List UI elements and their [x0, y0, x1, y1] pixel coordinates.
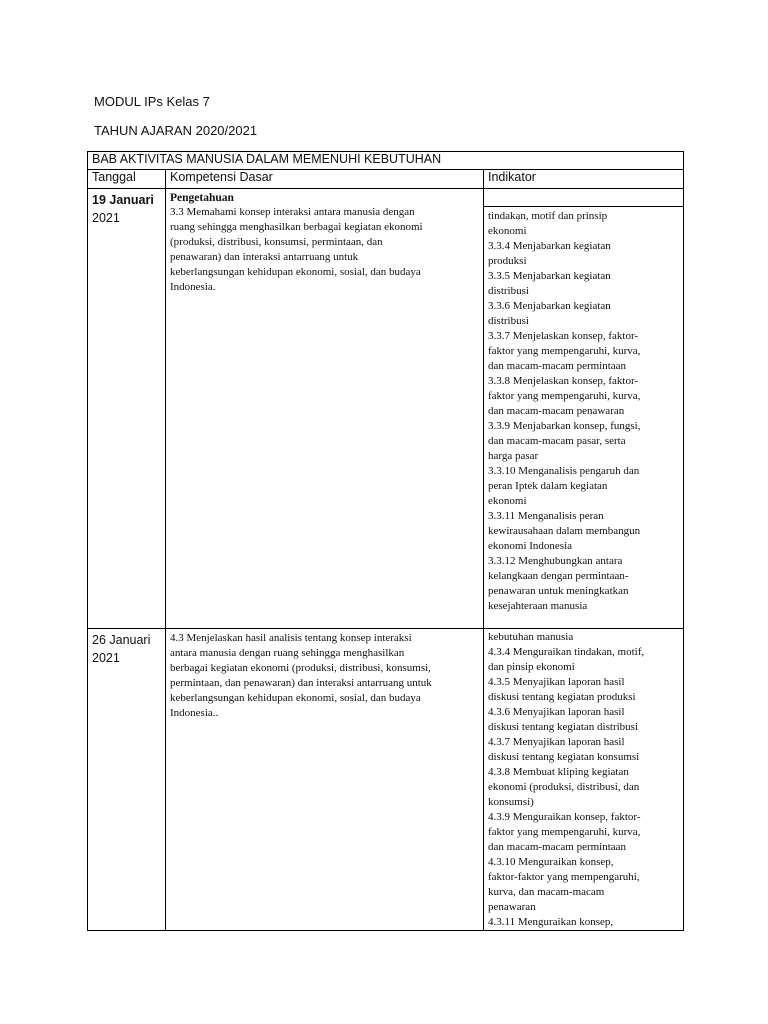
indicator-line: 4.3.9 Menguraikan konsep, faktor-	[488, 811, 641, 823]
indicator-line: 4.3.6 Menyajikan laporan hasil	[488, 706, 625, 718]
kompetensi-cell	[166, 629, 484, 931]
document-title: MODUL IPs Kelas 7	[94, 94, 210, 109]
indicator-line: 4.3.5 Menyajikan laporan hasil	[488, 676, 625, 688]
indicator-line: distribusi	[488, 285, 529, 297]
indicator-line: 3.3.9 Menjabarkan konsep, fungsi,	[488, 420, 641, 432]
indicator-line: ekonomi	[488, 225, 527, 237]
kd-line: (produksi, distribusi, konsumsi, permintaan, dan	[170, 236, 383, 248]
indicator-line: kesejahteraan manusia	[488, 600, 588, 612]
kompetensi-cell	[166, 189, 484, 629]
indicator-line: kewirausahaan dalam membangun	[488, 525, 641, 537]
kd-line: ruang sehingga menghasilkan berbagai kegiatan ekonomi	[170, 221, 423, 233]
indicator-line: dan macam-macam penawaran	[488, 405, 625, 417]
indicator-line: faktor yang mempengaruhi, kurva,	[488, 345, 641, 357]
chapter-title: BAB AKTIVITAS MANUSIA DALAM MEMENUHI KEBUTUHAN	[88, 152, 684, 170]
indicator-list	[488, 629, 679, 930]
kd-line: 4.3 Menjelaskan hasil analisis tentang konsep interaksi	[170, 632, 412, 644]
header-date: Tanggal	[88, 170, 166, 189]
indicator-line: penawaran untuk meningkatkan	[488, 585, 629, 597]
kd-line: penawaran) dan interaksi antarruang untuk	[170, 251, 359, 263]
indicator-line: dan macam-macam pasar, serta	[488, 435, 626, 447]
indicator-line: faktor yang mempengaruhi, kurva,	[488, 390, 641, 402]
kd-line: antara manusia dengan ruang sehingga menghasilkan	[170, 647, 405, 659]
indicator-line: 4.3.8 Membuat kliping kegiatan	[488, 766, 629, 778]
table-row	[88, 189, 684, 629]
indicator-line: 3.3.7 Menjelaskan konsep, faktor-	[488, 330, 639, 342]
indicator-line: 4.3.4 Menguraikan tindakan, motif,	[488, 646, 645, 658]
date-cell	[88, 189, 166, 629]
table-row	[88, 629, 684, 931]
indicator-divider	[484, 189, 683, 207]
chapter-row	[88, 152, 684, 170]
indicator-line: 3.3.10 Menganalisis pengaruh dan	[488, 465, 640, 477]
header-row	[88, 170, 684, 189]
indicator-line: 4.3.10 Menguraikan konsep,	[488, 856, 614, 868]
indicator-line: 3.3.12 Menghubungkan antara	[488, 555, 623, 567]
kd-heading: Pengetahuan	[170, 192, 234, 204]
indicator-list	[488, 207, 679, 614]
indicator-line: produksi	[488, 255, 527, 267]
indicator-line: 3.3.8 Menjelaskan konsep, faktor-	[488, 375, 639, 387]
indicator-line: 3.3.4 Menjabarkan kegiatan	[488, 240, 611, 252]
module-table	[87, 151, 684, 931]
indicator-line: konsumsi)	[488, 796, 534, 808]
kd-text	[170, 629, 479, 721]
header-indikator: Indikator	[484, 170, 684, 189]
indicator-line: dan macam-macam permintaan	[488, 841, 627, 853]
indicator-line: penawaran	[488, 901, 536, 913]
indicator-line: ekonomi Indonesia	[488, 540, 573, 552]
indicator-line: kelangkaan dengan permintaan-	[488, 570, 629, 582]
indicator-line: diskusi tentang kegiatan konsumsi	[488, 751, 640, 763]
indicator-line: ekonomi	[488, 495, 527, 507]
indicator-line: 3.3.11 Menganalisis peran	[488, 510, 604, 522]
kd-line: Indonesia.	[170, 281, 216, 293]
date-year: 2021	[92, 211, 120, 225]
indicator-line: dan pinsip ekonomi	[488, 661, 575, 673]
academic-year: TAHUN AJARAN 2020/2021	[94, 123, 258, 138]
kd-text	[170, 205, 479, 295]
indicator-line: harga pasar	[488, 450, 539, 462]
indicator-line: 4.3.7 Menyajikan laporan hasil	[488, 736, 625, 748]
indicator-line: ekonomi (produksi, distribusi, dan	[488, 781, 640, 793]
indikator-cell	[484, 189, 684, 629]
indicator-line: 3.3.5 Menjabarkan kegiatan	[488, 270, 611, 282]
date-line: 26 Januari	[92, 633, 151, 647]
date-cell	[88, 629, 166, 931]
indikator-cell	[484, 629, 684, 931]
kd-line: keberlangsungan kehidupan ekonomi, sosial, dan budaya	[170, 692, 421, 704]
indicator-line: diskusi tentang kegiatan produksi	[488, 691, 636, 703]
kd-line: 3.3 Memahami konsep interaksi antara manusia dengan	[170, 206, 415, 218]
kd-line: keberlangsungan kehidupan ekonomi, sosial, dan budaya	[170, 266, 421, 278]
kd-line: permintaan, dan penawaran) dan interaksi antarruang untuk	[170, 677, 432, 689]
kd-line: Indonesia..	[170, 707, 219, 719]
indicator-line: 4.3.11 Menguraikan konsep,	[488, 916, 614, 928]
indicator-line: 3.3.6 Menjabarkan kegiatan	[488, 300, 611, 312]
indicator-line: distribusi	[488, 315, 529, 327]
date-line: 19 Januari	[92, 193, 154, 207]
header-kompetensi: Kompetensi Dasar	[166, 170, 484, 189]
indicator-line: dan macam-macam permintaan	[488, 360, 627, 372]
indicator-line: tindakan, motif dan prinsip	[488, 210, 608, 222]
date-year: 2021	[92, 651, 120, 665]
indicator-line: kurva, dan macam-macam	[488, 886, 605, 898]
indicator-line: kebutuhan manusia	[488, 631, 574, 643]
indicator-line: faktor-faktor yang mempengaruhi,	[488, 871, 640, 883]
indicator-line: diskusi tentang kegiatan distribusi	[488, 721, 639, 733]
indicator-line: peran Iptek dalam kegiatan	[488, 480, 608, 492]
indicator-line: faktor yang mempengaruhi, kurva,	[488, 826, 641, 838]
kd-line: berbagai kegiatan ekonomi (produksi, distribusi, konsumsi,	[170, 662, 431, 674]
